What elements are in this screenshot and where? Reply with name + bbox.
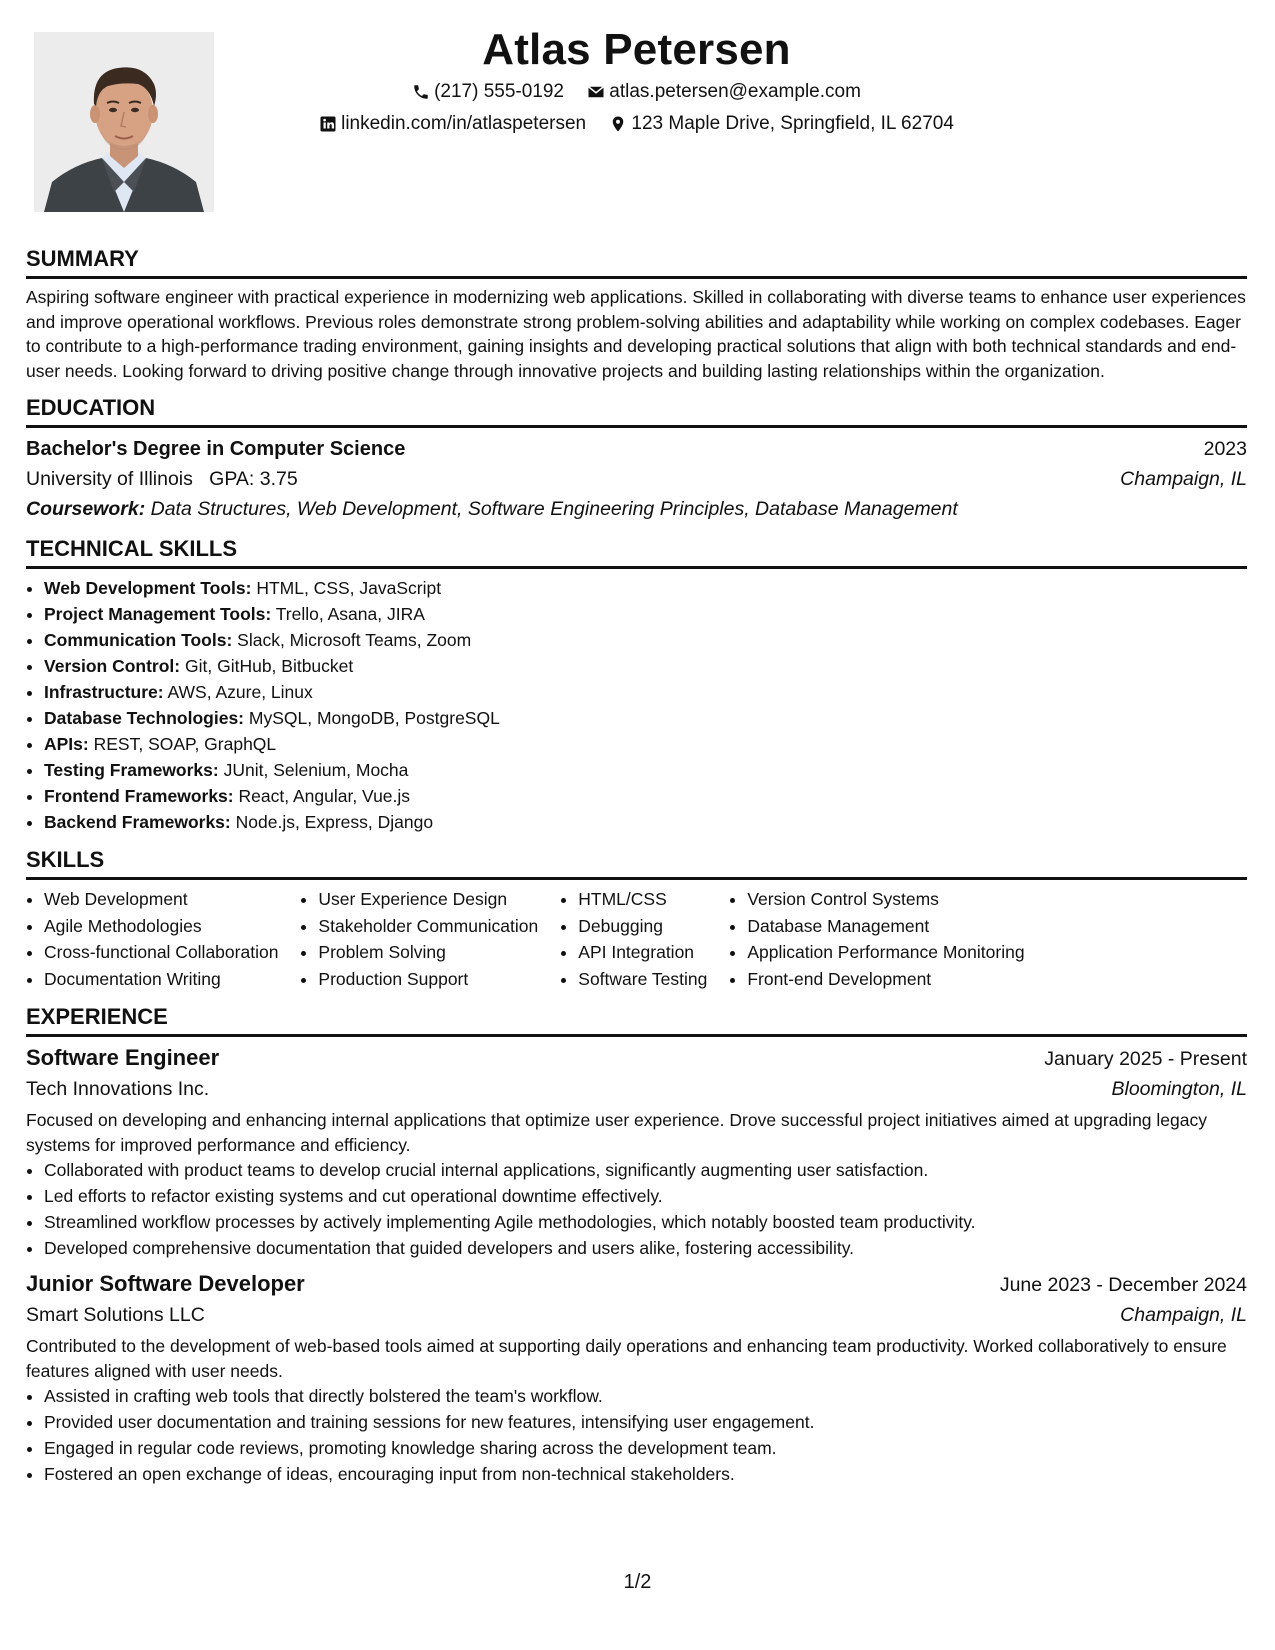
linkedin-url[interactable]: linkedin.com/in/atlaspetersen	[341, 113, 587, 134]
section-heading: EXPERIENCE	[26, 1002, 1247, 1037]
list-item: • Provided user documentation and training sessions for new features, intensifying user engagement.	[44, 1409, 1247, 1435]
list-item: • Database Management	[747, 913, 1024, 940]
email-contact[interactable]	[587, 78, 861, 106]
school-name: University of Illinois	[26, 468, 193, 490]
skills-column	[560, 886, 707, 992]
skills-section	[26, 845, 1247, 992]
degree-name: Bachelor's Degree in Computer Science	[26, 438, 406, 460]
list-item: • HTML/CSS	[578, 886, 707, 913]
coursework-list: Data Structures, Web Development, Software Engineering Principles, Database Management	[150, 498, 958, 520]
list-item: • Production Support	[318, 966, 538, 993]
skills-column	[26, 886, 278, 992]
education-section	[26, 393, 1247, 524]
skills-column	[300, 886, 538, 992]
list-item: • Infrastructure: AWS, Azure, Linux	[44, 679, 1247, 705]
list-item: • Front-end Development	[747, 966, 1024, 993]
list-item: • Testing Frameworks: JUnit, Selenium, Mocha	[44, 757, 1247, 783]
list-item: • API Integration	[578, 939, 707, 966]
list-item: • Stakeholder Communication	[318, 913, 538, 940]
company-name: Tech Innovations Inc.	[26, 1078, 210, 1100]
address-contact	[609, 110, 954, 138]
job-dates: June 2023 - December 2024	[999, 1274, 1247, 1296]
page-number: 1/2	[623, 1571, 652, 1593]
list-item: • Debugging	[578, 913, 707, 940]
list-item: • Communication Tools: Slack, Microsoft Teams, Zoom	[44, 627, 1247, 653]
envelope-icon	[587, 83, 605, 101]
list-item: • User Experience Design	[318, 886, 538, 913]
list-item: • APIs: REST, SOAP, GraphQL	[44, 731, 1247, 757]
list-item: • Engaged in regular code reviews, promoting knowledge sharing across the development team.	[44, 1435, 1247, 1461]
job-header	[26, 1043, 1247, 1074]
job-title: Software Engineer	[26, 1045, 220, 1070]
email-address[interactable]: atlas.petersen@example.com	[609, 81, 861, 102]
company-name: Smart Solutions LLC	[26, 1304, 205, 1326]
candidate-name: Atlas Petersen	[482, 25, 791, 74]
job-entry	[26, 1269, 1247, 1487]
list-item: • Web Development Tools: HTML, CSS, JavaScript	[44, 575, 1247, 601]
job-bullets	[26, 1383, 1247, 1487]
job-location: Bloomington, IL	[1111, 1078, 1247, 1100]
list-item: • Agile Methodologies	[44, 913, 278, 940]
list-item: • Project Management Tools: Trello, Asana, JIRA	[44, 601, 1247, 627]
list-item: • Version Control Systems	[747, 886, 1024, 913]
list-item: • Fostered an open exchange of ideas, encouraging input from non-technical stakeholders.	[44, 1461, 1247, 1487]
job-company-row	[26, 1300, 1247, 1330]
summary-text: Aspiring software engineer with practical experience in modernizing web applications. Skilled in collaborating with diverse teams to enhance user experiences and improve operational workflows. Previous roles demonstrate strong problem-solving abilities and adaptability while working on complex codebases. Eager to contribute to a high-performance trading environment, gaining insights and developing practical solutions that align with both technical standards and end-user needs. Looking forward to driving positive change through innovative projects and building lasting relationships within the organization.	[26, 287, 1246, 381]
gpa: GPA: 3.75	[209, 468, 298, 490]
coursework-label: Coursework:	[26, 498, 146, 520]
contact-line-secondary	[26, 110, 1247, 142]
contact-line-primary	[26, 78, 1247, 110]
linkedin-icon	[319, 115, 337, 133]
section-heading: SUMMARY	[26, 244, 1247, 279]
phone-contact	[412, 78, 564, 106]
coursework	[26, 494, 1247, 524]
street-address: 123 Maple Drive, Springfield, IL 62704	[631, 113, 954, 134]
education-row	[26, 434, 1247, 464]
skills-columns	[26, 886, 1247, 992]
section-heading: SKILLS	[26, 845, 1247, 880]
job-bullets	[26, 1157, 1247, 1261]
school-location: Champaign, IL	[1120, 468, 1247, 490]
list-item: • Frontend Frameworks: React, Angular, Vue.js	[44, 783, 1247, 809]
resume-header	[26, 22, 1247, 244]
map-pin-icon	[609, 115, 627, 133]
list-item: • Backend Frameworks: Node.js, Express, Django	[44, 809, 1247, 835]
list-item: • Streamlined workflow processes by actively implementing Agile methodologies, which notably boosted team productivity.	[44, 1209, 1247, 1235]
section-heading: EDUCATION	[26, 393, 1247, 428]
list-item: • Web Development	[44, 886, 278, 913]
list-item: • Software Testing	[578, 966, 707, 993]
list-item: • Cross-functional Collaboration	[44, 939, 278, 966]
resume-page	[26, 22, 1247, 1497]
list-item: • Developed comprehensive documentation that guided developers and users alike, fostering accessibility.	[44, 1235, 1247, 1261]
school-row	[26, 464, 1247, 494]
job-dates: January 2025 - Present	[1044, 1048, 1247, 1070]
school-info	[26, 464, 298, 494]
job-description: Contributed to the development of web-based tools aimed at supporting daily operations and enhancing team productivity. Worked collaboratively to ensure features aligned with user needs.	[26, 1336, 1227, 1381]
phone-number: (217) 555-0192	[434, 81, 564, 102]
technical-skills-section	[26, 534, 1247, 835]
skills-column	[729, 886, 1024, 992]
list-item: • Problem Solving	[318, 939, 538, 966]
list-item: • Assisted in crafting web tools that directly bolstered the team's workflow.	[44, 1383, 1247, 1409]
phone-icon	[412, 83, 430, 101]
job-entry	[26, 1043, 1247, 1261]
job-company-row	[26, 1074, 1247, 1104]
job-location: Champaign, IL	[1120, 1304, 1247, 1326]
summary-section	[26, 244, 1247, 383]
list-item: • Collaborated with product teams to develop crucial internal applications, significantly augmenting user satisfaction.	[44, 1157, 1247, 1183]
list-item: • Version Control: Git, GitHub, Bitbucket	[44, 653, 1247, 679]
list-item: • Documentation Writing	[44, 966, 278, 993]
job-description: Focused on developing and enhancing internal applications that optimize user experience. Drove successful project initiatives aimed at upgrading legacy systems for improved performance and efficiency.	[26, 1110, 1207, 1155]
experience-section	[26, 1002, 1247, 1487]
technical-skills-list	[26, 575, 1247, 835]
list-item: • Led efforts to refactor existing systems and cut operational downtime effectively.	[44, 1183, 1247, 1209]
graduation-year: 2023	[1203, 438, 1247, 460]
section-heading: TECHNICAL SKILLS	[26, 534, 1247, 569]
job-header	[26, 1269, 1247, 1300]
list-item: • Database Technologies: MySQL, MongoDB, PostgreSQL	[44, 705, 1247, 731]
linkedin-contact[interactable]	[319, 110, 586, 138]
list-item: • Application Performance Monitoring	[747, 939, 1024, 966]
job-title: Junior Software Developer	[26, 1271, 305, 1296]
